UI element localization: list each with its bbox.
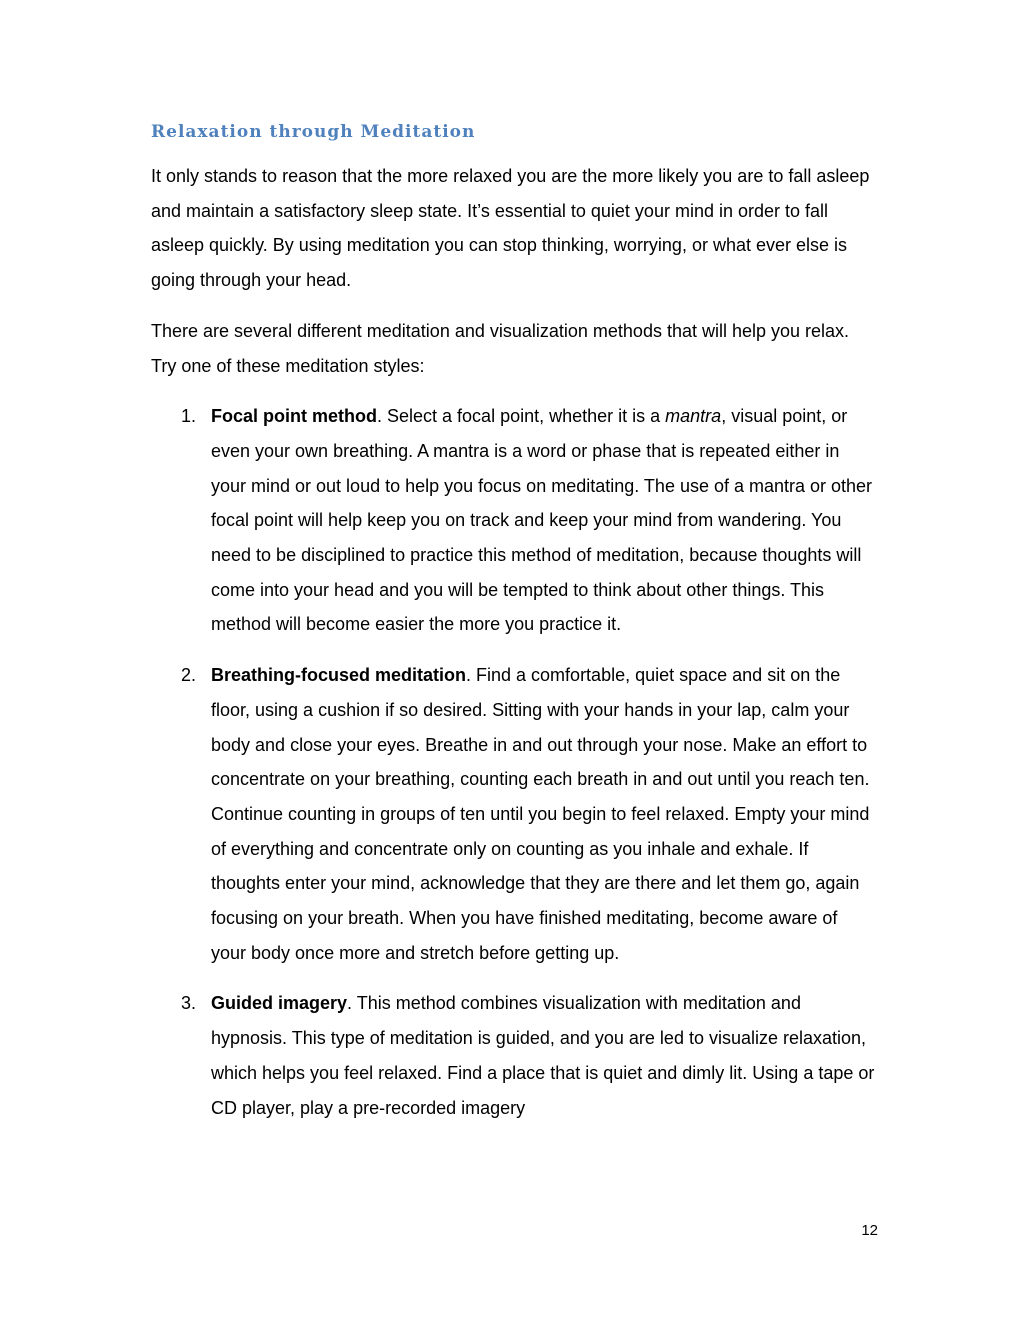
meditation-styles-list bbox=[151, 399, 876, 1125]
list-item-title: Guided imagery bbox=[211, 993, 348, 1014]
list-item-title: Breathing-focused meditation bbox=[211, 665, 467, 686]
methods-paragraph: There are several different meditation and visualization methods that will help you relax. Try one of these meditation styles: bbox=[151, 320, 850, 376]
intro-paragraph: It only stands to reason that the more relaxed you are the more likely you are to fall asleep and maintain a satisfactory sleep state. It’s essential to quiet your mind in order to fall asleep quickly. By using meditation you can stop thinking, worrying, or what ever else is going through your head. bbox=[151, 166, 870, 291]
list-item-text: . Find a comfortable, quiet space and sit on the floor, using a cushion if so desired. Sitting with your hands in your lap, calm your body and close your eyes. Breathe in and out through your nose. Make an effort to concentrate on your breathing, counting each breath in and out until you reach ten. Continue counting in groups of ten until you begin to feel relaxed. Empty your mind of everything and concentrate only on counting as you inhale and exhale. If thoughts enter your mind, acknowledge that they are there and let them go, again focusing on your breath. When you have finished meditating, become aware of your body once more and stretch before getting up. bbox=[211, 665, 870, 963]
document-page bbox=[151, 118, 876, 1141]
list-item-text: . This method combines visualization with meditation and hypnosis. This type of meditation is guided, and you are led to visualize relaxation, which helps you feel relaxed. Find a place that is quiet and dimly lit. Using a tape or CD player, play a pre-recorded imagery bbox=[211, 993, 875, 1118]
list-number: 1. bbox=[181, 406, 197, 427]
list-item-text: , visual point, or even your own breathing. A mantra is a word or phase that is repeated either in your mind or out loud to help you focus on meditating. The use of a mantra or other focal point will help keep you on track and keep your mind from wandering. You need to be disciplined to practice this method of meditation, because thoughts will come into your head and you will be tempted to think about other things. This method will become easier the more you practice it. bbox=[211, 406, 873, 635]
list-number: 2. bbox=[181, 665, 197, 686]
list-number: 3. bbox=[181, 993, 197, 1014]
list-item-breathing bbox=[151, 658, 876, 970]
list-item-text: . Select a focal point, whether it is a bbox=[377, 406, 666, 427]
section-heading: Relaxation through Meditation bbox=[151, 122, 476, 142]
list-item-focal-point bbox=[151, 399, 876, 642]
list-item-guided-imagery bbox=[151, 986, 876, 1125]
page-number: 12 bbox=[861, 1222, 878, 1239]
list-item-emphasis: mantra bbox=[665, 406, 722, 427]
list-item-title: Focal point method bbox=[211, 406, 377, 427]
